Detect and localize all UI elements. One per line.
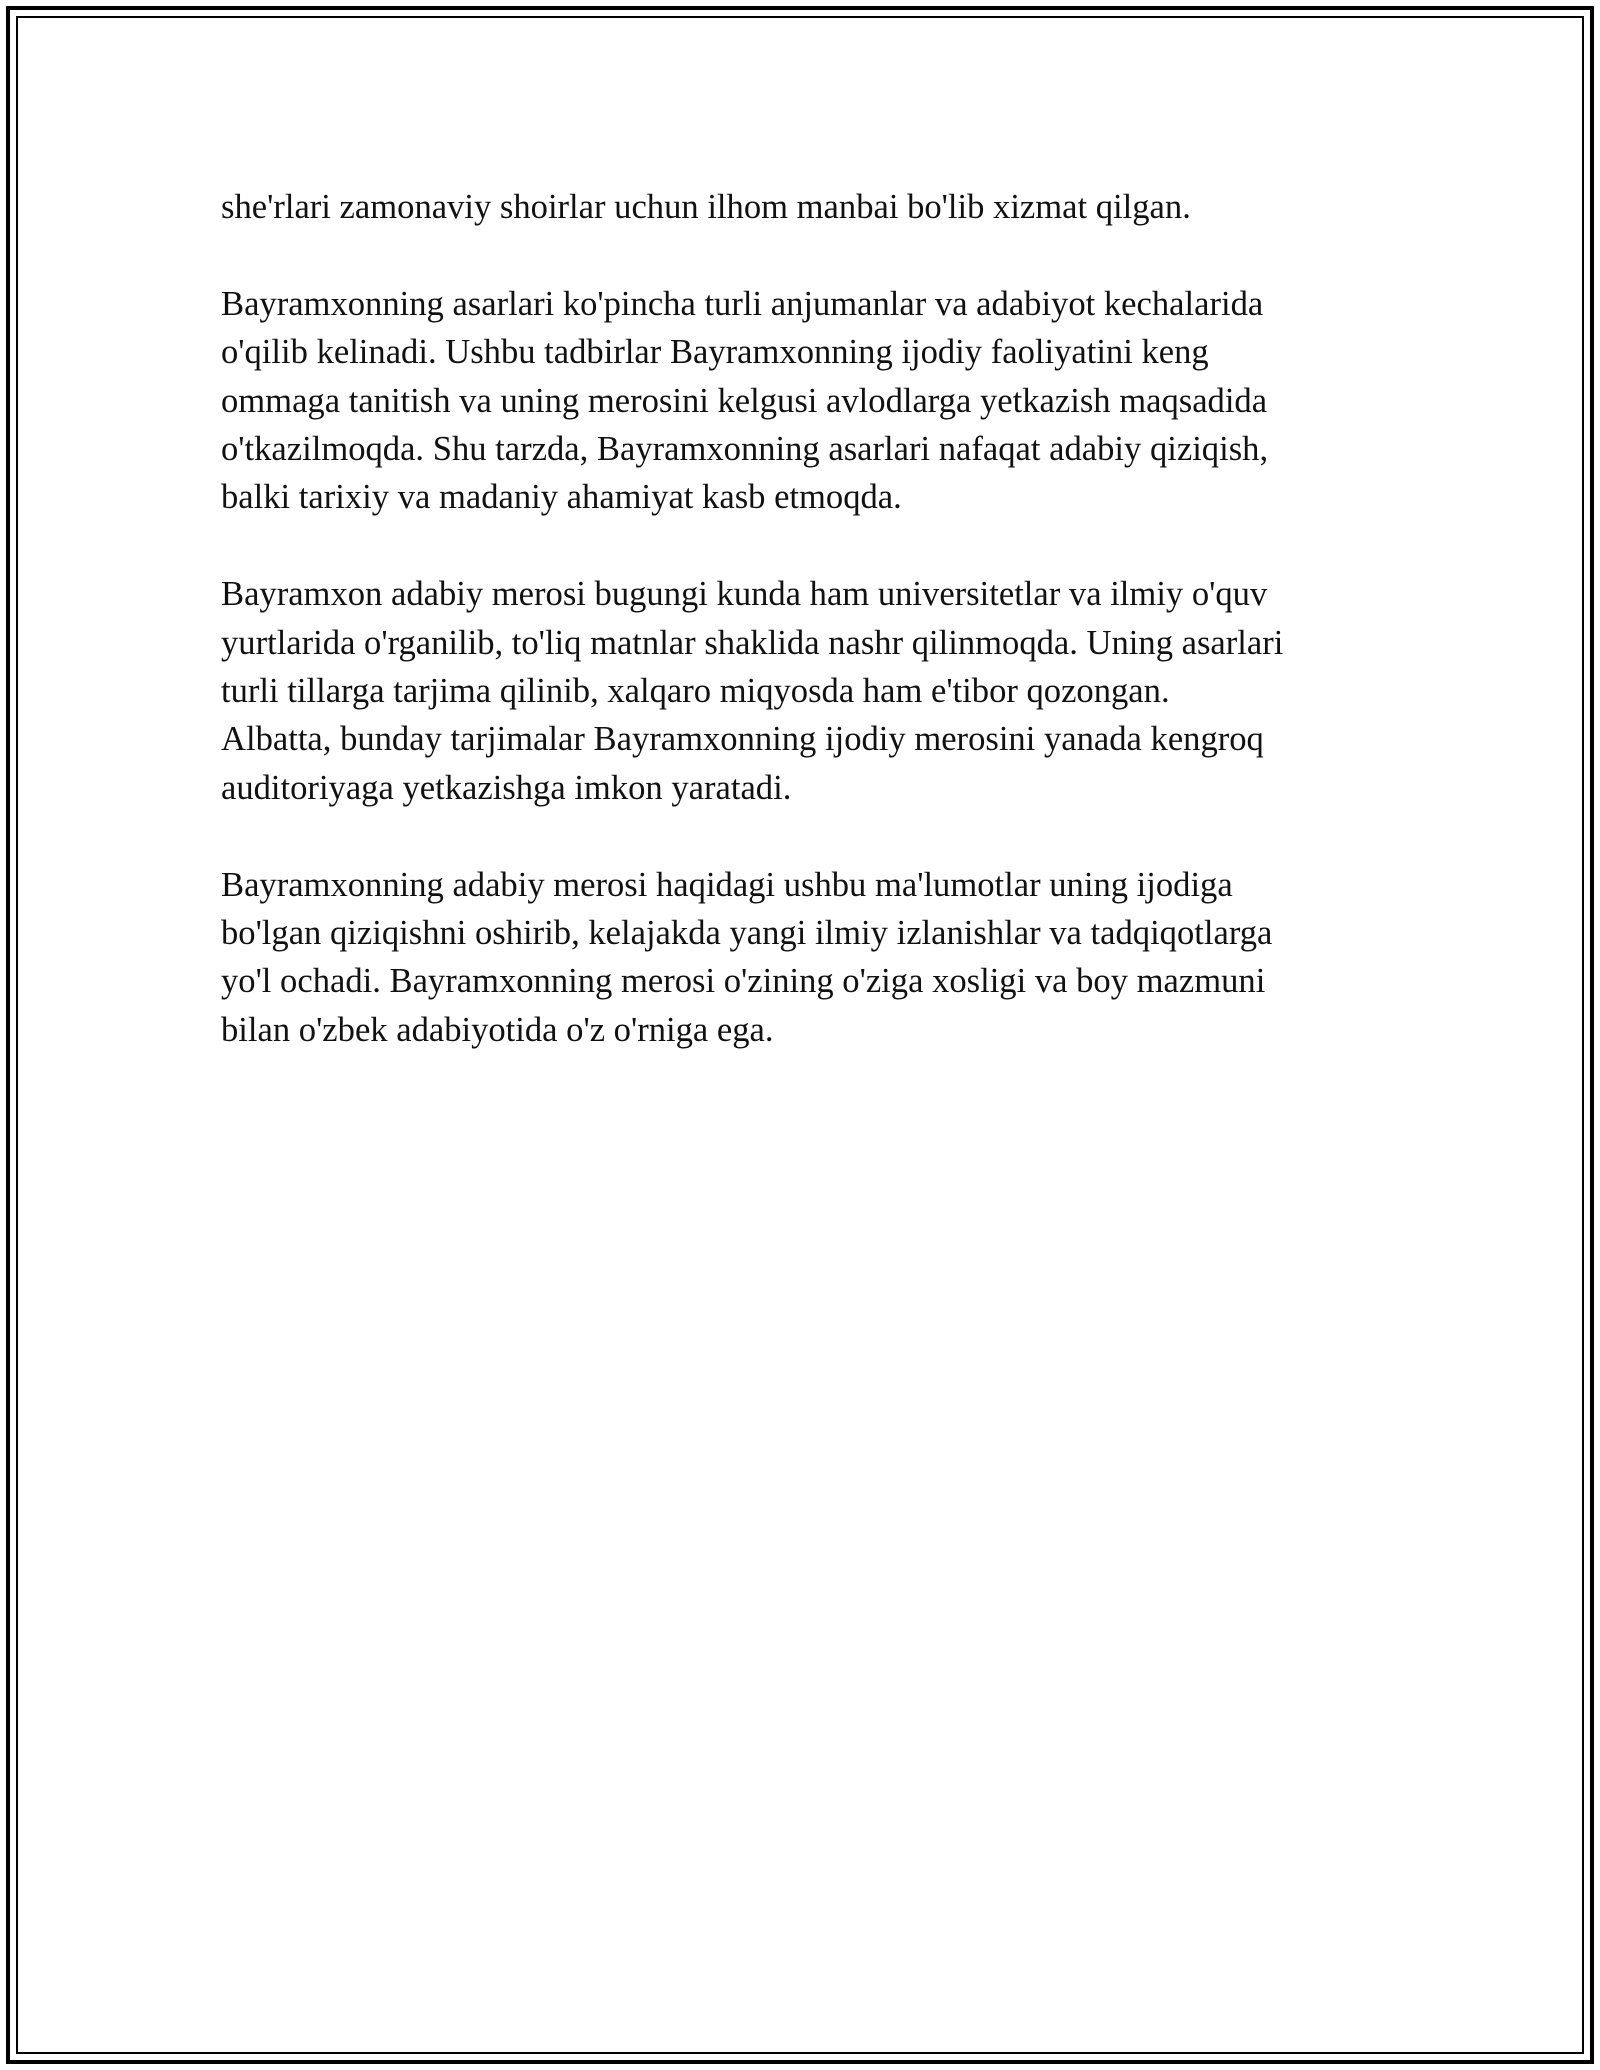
- paragraph-4: [221, 861, 1381, 1055]
- text-line: auditoriyaga yetkazishga imkon yaratadi.: [221, 768, 792, 807]
- text-line: yo'l ochadi. Bayramxonning merosi o'zining o'ziga xosligi va boy mazmuni: [221, 962, 1266, 1001]
- text-line: Bayramxonning adabiy merosi haqidagi ushbu ma'lumotlar uning ijodiga: [221, 865, 1233, 904]
- paragraph-1: [221, 183, 1381, 231]
- text-line: o'tkazilmoqda. Shu tarzda, Bayramxonning asarlari nafaqat adabiy qiziqish,: [221, 430, 1269, 469]
- text-line: bo'lgan qiziqishni oshirib, kelajakda yangi ilmiy izlanishlar va tadqiqotlarga: [221, 914, 1273, 953]
- text-line: bilan o'zbek adabiyotida o'z o'rniga ega.: [221, 1010, 774, 1049]
- text-line: she'rlari zamonaviy shoirlar uchun ilhom manbai bo'lib xizmat qilgan.: [221, 188, 1191, 226]
- text-line: yurtlarida o'rganilib, to'liq matnlar shaklida nashr qilinmoqda. Uning asarlari: [221, 623, 1284, 662]
- text-line: turli tillarga tarjima qilinib, xalqaro miqyosda ham e'tibor qozongan.: [221, 672, 1170, 711]
- text-line: ommaga tanitish va uning merosini kelgusi avlodlarga yetkazish maqsadida: [221, 381, 1268, 420]
- paragraph-2: [221, 280, 1381, 522]
- paragraph-3: [221, 570, 1381, 812]
- text-line: balki tarixiy va madaniy ahamiyat kasb etmoqda.: [221, 478, 902, 517]
- text-line: Bayramxon adabiy merosi bugungi kunda ham universitetlar va ilmiy o'quv: [221, 575, 1268, 614]
- text-line: Albatta, bunday tarjimalar Bayramxonning ijodiy merosini yanada kengroq: [221, 720, 1264, 759]
- document-body: [221, 183, 1381, 1103]
- text-line: o'qilib kelinadi. Ushbu tadbirlar Bayramxonning ijodiy faoliyatini keng: [221, 333, 1209, 372]
- text-line: Bayramxonning asarlari ko'pincha turli anjumanlar va adabiyot kechalarida: [221, 284, 1264, 323]
